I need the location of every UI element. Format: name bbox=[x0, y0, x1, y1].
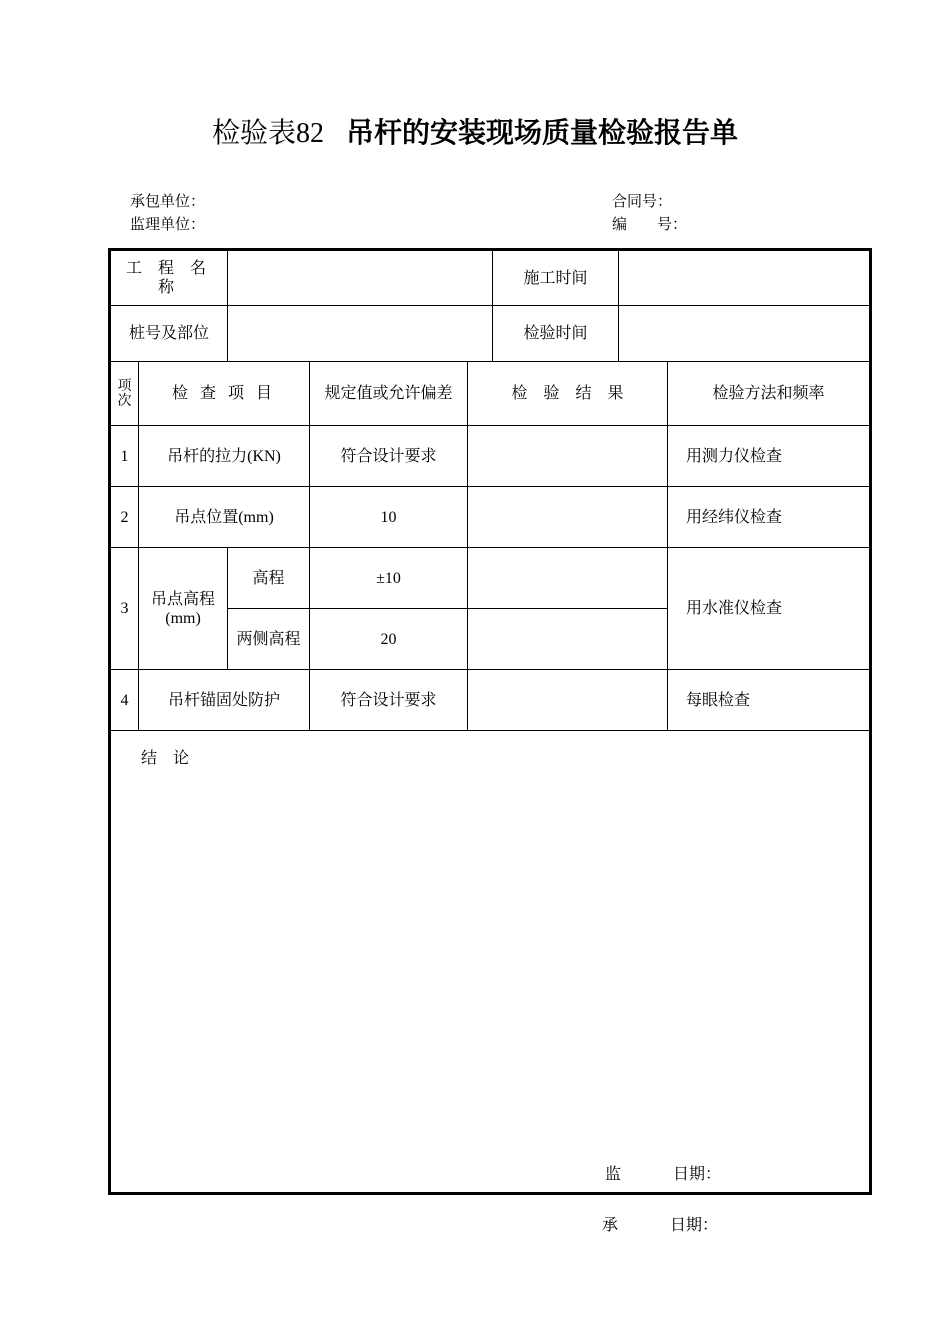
row-sub-item: 两侧高程 bbox=[228, 609, 310, 670]
col-check-item: 检 查 项 目 bbox=[139, 362, 310, 426]
col-item-no: 项次 bbox=[110, 362, 139, 426]
project-name-label: 工 程 名 称 bbox=[110, 250, 228, 306]
col-method: 检验方法和频率 bbox=[668, 362, 871, 426]
contract-no-label: 合同号： bbox=[612, 194, 673, 210]
row-method: 用经纬仪检查 bbox=[668, 487, 871, 548]
conclusion-area[interactable] bbox=[110, 731, 871, 1194]
conclusion-label: 结 论 bbox=[141, 750, 196, 767]
row-method: 用测力仪检查 bbox=[668, 426, 871, 487]
row-result-field[interactable] bbox=[468, 487, 668, 548]
conclusion-row bbox=[110, 731, 871, 1194]
row-spec: 10 bbox=[310, 487, 468, 548]
column-header-row bbox=[110, 362, 871, 426]
title-main: 吊杆的安装现场质量检验报告单 bbox=[346, 118, 739, 149]
number-label: 编 号： bbox=[612, 217, 688, 233]
contractor-date-label: 日期： bbox=[670, 1217, 719, 1234]
table-row bbox=[110, 548, 871, 609]
table-row bbox=[110, 670, 871, 731]
contractor-signature bbox=[602, 1212, 718, 1235]
row-result-field[interactable] bbox=[468, 426, 668, 487]
row-item: 吊杆锚固处防护 bbox=[139, 670, 310, 731]
table-row bbox=[110, 487, 871, 548]
project-row bbox=[110, 250, 871, 306]
pile-location-label: 桩号及部位 bbox=[110, 306, 228, 362]
supervisor-label: 监理单位： bbox=[130, 217, 206, 233]
col-result: 检 验 结 果 bbox=[468, 362, 668, 426]
row-result-field[interactable] bbox=[468, 670, 668, 731]
supervisor-signature bbox=[605, 1165, 721, 1184]
row-item: 吊杆的拉力(KN) bbox=[139, 426, 310, 487]
page-title bbox=[0, 112, 950, 156]
row-no: 4 bbox=[110, 670, 139, 731]
row-spec: 符合设计要求 bbox=[310, 670, 468, 731]
row-no: 2 bbox=[110, 487, 139, 548]
row-no: 3 bbox=[110, 548, 139, 670]
row-result-field[interactable] bbox=[468, 609, 668, 670]
location-row bbox=[110, 306, 871, 362]
row-method: 每眼检查 bbox=[668, 670, 871, 731]
row-item: 吊点位置(mm) bbox=[139, 487, 310, 548]
row-spec: ±10 bbox=[310, 548, 468, 609]
col-spec: 规定值或允许偏差 bbox=[310, 362, 468, 426]
row-sub-item: 高程 bbox=[228, 548, 310, 609]
row-item: 吊点高程(mm) bbox=[139, 548, 228, 670]
contractor-label: 承包单位： bbox=[130, 194, 206, 210]
inspection-time-field[interactable] bbox=[619, 306, 871, 362]
supervisor-date-label: 日期： bbox=[673, 1166, 722, 1183]
row-no: 1 bbox=[110, 426, 139, 487]
inspection-time-label: 检验时间 bbox=[493, 306, 619, 362]
row-method: 用水准仪检查 bbox=[668, 548, 871, 670]
row-result-field[interactable] bbox=[468, 548, 668, 609]
construction-time-label: 施工时间 bbox=[493, 250, 619, 306]
project-name-field[interactable] bbox=[228, 250, 493, 306]
supervisor-sign-label: 监 bbox=[605, 1166, 622, 1183]
title-prefix: 检验表82 bbox=[211, 118, 324, 149]
inspection-form-table bbox=[108, 248, 872, 1195]
construction-time-field[interactable] bbox=[619, 250, 871, 306]
row-spec: 符合设计要求 bbox=[310, 426, 468, 487]
pile-location-field[interactable] bbox=[228, 306, 493, 362]
contractor-sign-label: 承 bbox=[602, 1217, 619, 1234]
row-spec: 20 bbox=[310, 609, 468, 670]
table-row bbox=[110, 426, 871, 487]
